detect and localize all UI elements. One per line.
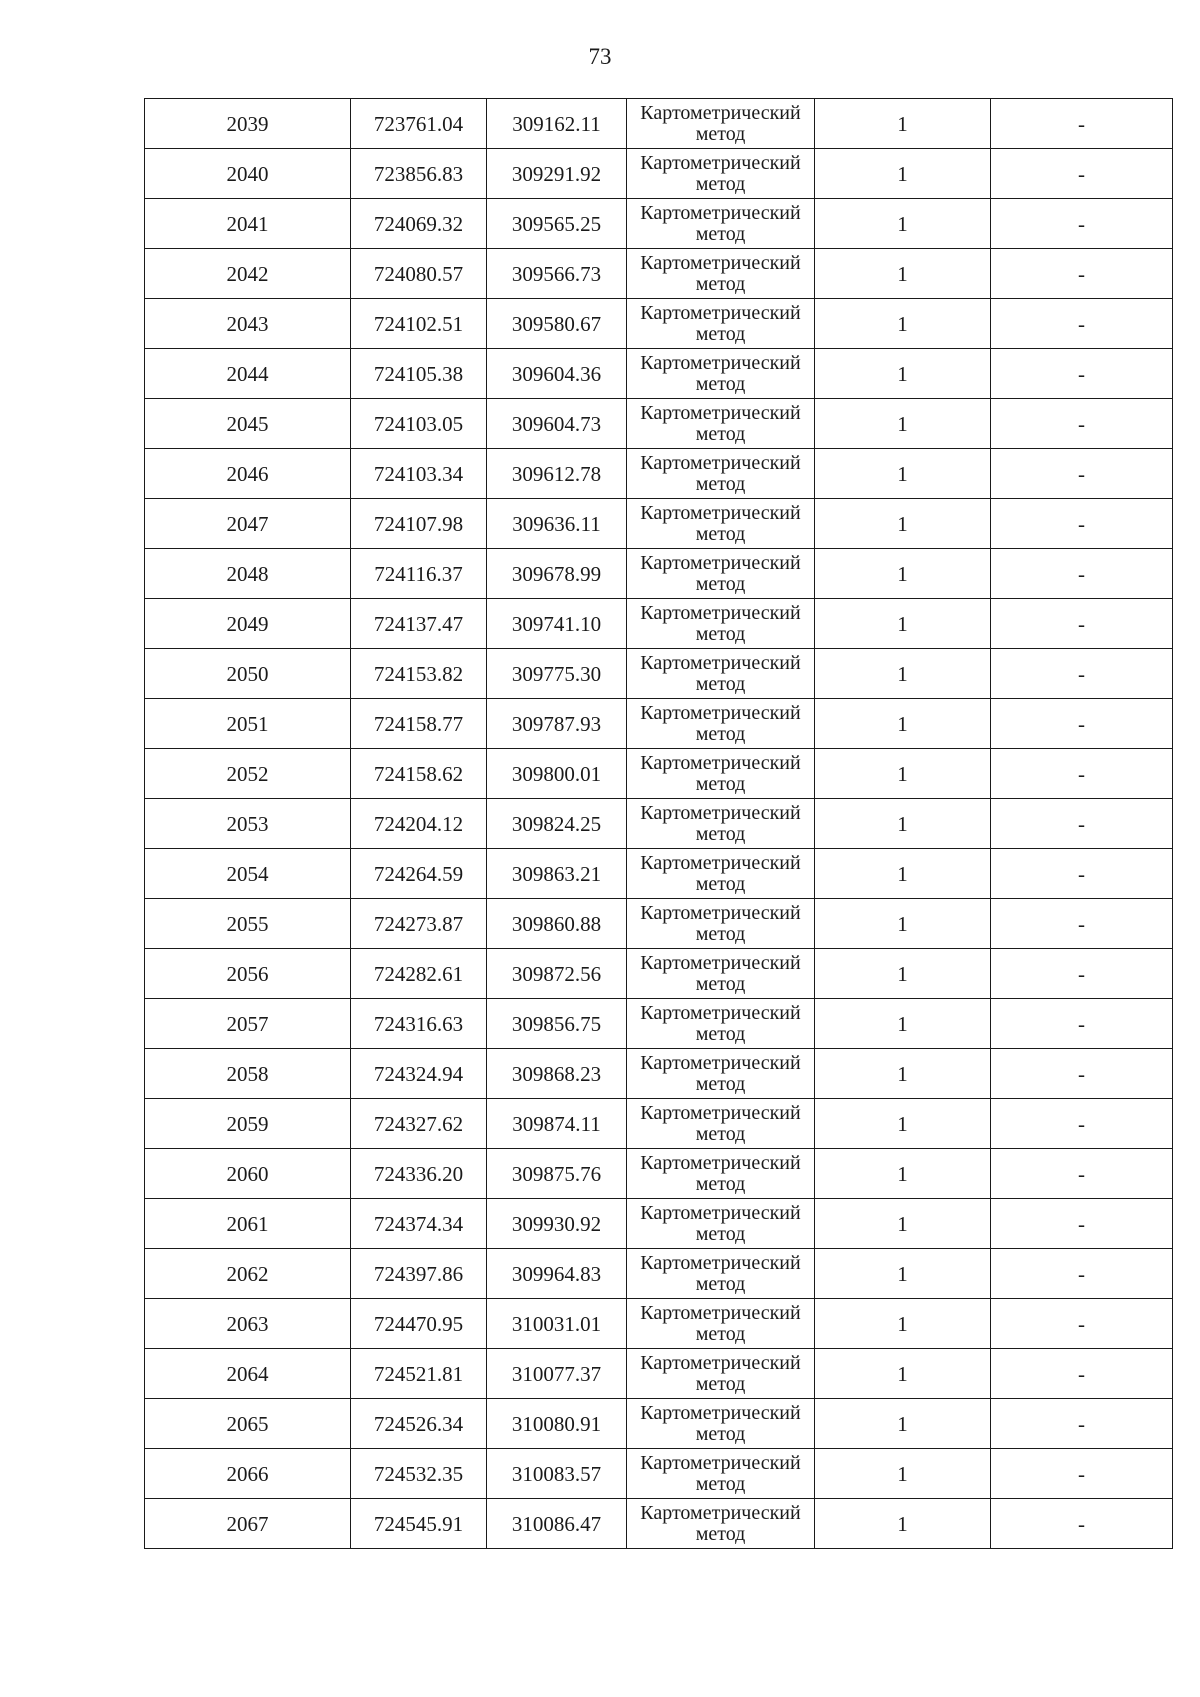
table-row: [145, 599, 1173, 649]
method-cell: [627, 649, 815, 699]
method-cell: [627, 949, 815, 999]
method-cell: [627, 299, 815, 349]
method-line: Картометрический: [640, 902, 801, 924]
method-line: метод: [695, 573, 746, 595]
method-line: Картометрический: [640, 1152, 801, 1174]
x-coordinate-cell: 724158.77: [351, 699, 487, 749]
note-cell: -: [991, 149, 1173, 199]
x-coordinate-cell: 724336.20: [351, 1149, 487, 1199]
method-cell: [627, 599, 815, 649]
point-number-cell: 2066: [145, 1449, 351, 1499]
method-cell: [627, 99, 815, 149]
method-cell: [627, 1249, 815, 1299]
table-row: [145, 999, 1173, 1049]
accuracy-cell: 1: [815, 399, 991, 449]
point-number-cell: 2057: [145, 999, 351, 1049]
table-row: [145, 1399, 1173, 1449]
method-line: метод: [695, 1373, 746, 1395]
accuracy-cell: 1: [815, 649, 991, 699]
accuracy-cell: 1: [815, 699, 991, 749]
method-line: Картометрический: [640, 802, 801, 824]
accuracy-cell: 1: [815, 1449, 991, 1499]
accuracy-cell: 1: [815, 249, 991, 299]
x-coordinate-cell: 724105.38: [351, 349, 487, 399]
accuracy-cell: 1: [815, 149, 991, 199]
method-line: метод: [695, 823, 746, 845]
table-row: [145, 399, 1173, 449]
y-coordinate-cell: 309678.99: [487, 549, 627, 599]
note-cell: -: [991, 1049, 1173, 1099]
method-cell: [627, 1149, 815, 1199]
method-line: Картометрический: [640, 602, 801, 624]
method-cell: [627, 749, 815, 799]
accuracy-cell: 1: [815, 349, 991, 399]
method-line: Картометрический: [640, 552, 801, 574]
method-cell: [627, 1499, 815, 1549]
table-row: [145, 499, 1173, 549]
method-line: метод: [695, 523, 746, 545]
method-line: Картометрический: [640, 752, 801, 774]
x-coordinate-cell: 724545.91: [351, 1499, 487, 1549]
method-line: Картометрический: [640, 702, 801, 724]
note-cell: -: [991, 1349, 1173, 1399]
method-line: Картометрический: [640, 302, 801, 324]
method-line: Картометрический: [640, 1002, 801, 1024]
method-line: Картометрический: [640, 952, 801, 974]
y-coordinate-cell: 309291.92: [487, 149, 627, 199]
note-cell: -: [991, 1449, 1173, 1499]
table-row: [145, 1149, 1173, 1199]
point-number-cell: 2064: [145, 1349, 351, 1399]
point-number-cell: 2049: [145, 599, 351, 649]
x-coordinate-cell: 724374.34: [351, 1199, 487, 1249]
x-coordinate-cell: 724069.32: [351, 199, 487, 249]
method-line: метод: [695, 1523, 746, 1545]
point-number-cell: 2065: [145, 1399, 351, 1449]
y-coordinate-cell: 309856.75: [487, 999, 627, 1049]
accuracy-cell: 1: [815, 1399, 991, 1449]
method-line: метод: [695, 1423, 746, 1445]
method-line: метод: [695, 1223, 746, 1245]
x-coordinate-cell: 724324.94: [351, 1049, 487, 1099]
y-coordinate-cell: 309775.30: [487, 649, 627, 699]
coordinates-table: [144, 98, 1173, 1549]
table-row: [145, 1299, 1173, 1349]
accuracy-cell: 1: [815, 999, 991, 1049]
x-coordinate-cell: 724204.12: [351, 799, 487, 849]
y-coordinate-cell: 309930.92: [487, 1199, 627, 1249]
method-line: метод: [695, 1123, 746, 1145]
method-line: метод: [695, 223, 746, 245]
y-coordinate-cell: 309875.76: [487, 1149, 627, 1199]
method-line: метод: [695, 723, 746, 745]
x-coordinate-cell: 724102.51: [351, 299, 487, 349]
method-line: метод: [695, 473, 746, 495]
method-line: метод: [695, 973, 746, 995]
coordinates-table-body: [145, 99, 1173, 1549]
note-cell: -: [991, 649, 1173, 699]
method-line: Картометрический: [640, 1202, 801, 1224]
accuracy-cell: 1: [815, 1249, 991, 1299]
accuracy-cell: 1: [815, 1499, 991, 1549]
accuracy-cell: 1: [815, 1299, 991, 1349]
method-line: Картометрический: [640, 202, 801, 224]
point-number-cell: 2043: [145, 299, 351, 349]
y-coordinate-cell: 309874.11: [487, 1099, 627, 1149]
method-cell: [627, 1349, 815, 1399]
method-cell: [627, 149, 815, 199]
method-line: метод: [695, 123, 746, 145]
note-cell: -: [991, 1249, 1173, 1299]
method-line: метод: [695, 673, 746, 695]
point-number-cell: 2040: [145, 149, 351, 199]
accuracy-cell: 1: [815, 199, 991, 249]
accuracy-cell: 1: [815, 99, 991, 149]
x-coordinate-cell: 724327.62: [351, 1099, 487, 1149]
method-line: метод: [695, 773, 746, 795]
y-coordinate-cell: 310086.47: [487, 1499, 627, 1549]
table-row: [145, 1049, 1173, 1099]
method-cell: [627, 449, 815, 499]
method-line: метод: [695, 1323, 746, 1345]
method-line: Картометрический: [640, 1352, 801, 1374]
point-number-cell: 2055: [145, 899, 351, 949]
method-line: метод: [695, 373, 746, 395]
method-line: Картометрический: [640, 1502, 801, 1524]
y-coordinate-cell: 309868.23: [487, 1049, 627, 1099]
method-line: Картометрический: [640, 352, 801, 374]
method-line: Картометрический: [640, 1402, 801, 1424]
point-number-cell: 2044: [145, 349, 351, 399]
point-number-cell: 2045: [145, 399, 351, 449]
y-coordinate-cell: 309863.21: [487, 849, 627, 899]
method-line: Картометрический: [640, 652, 801, 674]
x-coordinate-cell: 724532.35: [351, 1449, 487, 1499]
table-row: [145, 1449, 1173, 1499]
y-coordinate-cell: 310031.01: [487, 1299, 627, 1349]
method-cell: [627, 1449, 815, 1499]
point-number-cell: 2060: [145, 1149, 351, 1199]
method-line: Картометрический: [640, 152, 801, 174]
x-coordinate-cell: 723856.83: [351, 149, 487, 199]
note-cell: -: [991, 349, 1173, 399]
y-coordinate-cell: 309800.01: [487, 749, 627, 799]
method-line: метод: [695, 1073, 746, 1095]
point-number-cell: 2054: [145, 849, 351, 899]
note-cell: -: [991, 499, 1173, 549]
table-row: [145, 749, 1173, 799]
y-coordinate-cell: 310080.91: [487, 1399, 627, 1449]
table-row: [145, 1249, 1173, 1299]
y-coordinate-cell: 310077.37: [487, 1349, 627, 1399]
method-line: Картометрический: [640, 1302, 801, 1324]
point-number-cell: 2062: [145, 1249, 351, 1299]
method-cell: [627, 249, 815, 299]
accuracy-cell: 1: [815, 899, 991, 949]
y-coordinate-cell: 310083.57: [487, 1449, 627, 1499]
method-line: Картометрический: [640, 502, 801, 524]
method-cell: [627, 1199, 815, 1249]
x-coordinate-cell: 724080.57: [351, 249, 487, 299]
y-coordinate-cell: 309787.93: [487, 699, 627, 749]
accuracy-cell: 1: [815, 599, 991, 649]
table-row: [145, 249, 1173, 299]
x-coordinate-cell: 724103.34: [351, 449, 487, 499]
note-cell: -: [991, 299, 1173, 349]
table-row: [145, 449, 1173, 499]
y-coordinate-cell: 309565.25: [487, 199, 627, 249]
y-coordinate-cell: 309604.73: [487, 399, 627, 449]
point-number-cell: 2053: [145, 799, 351, 849]
method-cell: [627, 549, 815, 599]
table-row: [145, 1499, 1173, 1549]
accuracy-cell: 1: [815, 1099, 991, 1149]
note-cell: -: [991, 899, 1173, 949]
method-cell: [627, 399, 815, 449]
method-line: Картометрический: [640, 1102, 801, 1124]
accuracy-cell: 1: [815, 749, 991, 799]
note-cell: -: [991, 399, 1173, 449]
accuracy-cell: 1: [815, 1049, 991, 1099]
method-cell: [627, 1049, 815, 1099]
note-cell: -: [991, 1499, 1173, 1549]
accuracy-cell: 1: [815, 1149, 991, 1199]
table-row: [145, 699, 1173, 749]
table-row: [145, 899, 1173, 949]
table-row: [145, 299, 1173, 349]
method-cell: [627, 699, 815, 749]
note-cell: -: [991, 1399, 1173, 1449]
y-coordinate-cell: 309964.83: [487, 1249, 627, 1299]
x-coordinate-cell: 724526.34: [351, 1399, 487, 1449]
note-cell: -: [991, 1099, 1173, 1149]
method-line: метод: [695, 1173, 746, 1195]
y-coordinate-cell: 309824.25: [487, 799, 627, 849]
method-cell: [627, 349, 815, 399]
x-coordinate-cell: 723761.04: [351, 99, 487, 149]
x-coordinate-cell: 724264.59: [351, 849, 487, 899]
x-coordinate-cell: 724116.37: [351, 549, 487, 599]
note-cell: -: [991, 599, 1173, 649]
y-coordinate-cell: 309566.73: [487, 249, 627, 299]
method-line: метод: [695, 923, 746, 945]
method-line: метод: [695, 1473, 746, 1495]
accuracy-cell: 1: [815, 449, 991, 499]
note-cell: -: [991, 699, 1173, 749]
table-row: [145, 149, 1173, 199]
table-row: [145, 849, 1173, 899]
method-cell: [627, 199, 815, 249]
table-row: [145, 1349, 1173, 1399]
table-row: [145, 949, 1173, 999]
table-row: [145, 349, 1173, 399]
accuracy-cell: 1: [815, 849, 991, 899]
note-cell: -: [991, 249, 1173, 299]
y-coordinate-cell: 309860.88: [487, 899, 627, 949]
table-row: [145, 549, 1173, 599]
page-number: 73: [588, 44, 612, 69]
table-row: [145, 1099, 1173, 1149]
point-number-cell: 2047: [145, 499, 351, 549]
x-coordinate-cell: 724470.95: [351, 1299, 487, 1349]
x-coordinate-cell: 724273.87: [351, 899, 487, 949]
note-cell: -: [991, 199, 1173, 249]
note-cell: -: [991, 849, 1173, 899]
accuracy-cell: 1: [815, 549, 991, 599]
y-coordinate-cell: 309604.36: [487, 349, 627, 399]
x-coordinate-cell: 724282.61: [351, 949, 487, 999]
method-cell: [627, 999, 815, 1049]
accuracy-cell: 1: [815, 949, 991, 999]
point-number-cell: 2039: [145, 99, 351, 149]
method-line: Картометрический: [640, 852, 801, 874]
accuracy-cell: 1: [815, 499, 991, 549]
point-number-cell: 2067: [145, 1499, 351, 1549]
method-cell: [627, 1299, 815, 1349]
method-cell: [627, 799, 815, 849]
table-row: [145, 99, 1173, 149]
point-number-cell: 2061: [145, 1199, 351, 1249]
x-coordinate-cell: 724107.98: [351, 499, 487, 549]
point-number-cell: 2041: [145, 199, 351, 249]
note-cell: -: [991, 749, 1173, 799]
note-cell: -: [991, 999, 1173, 1049]
table-row: [145, 199, 1173, 249]
note-cell: -: [991, 1299, 1173, 1349]
note-cell: -: [991, 549, 1173, 599]
y-coordinate-cell: 309872.56: [487, 949, 627, 999]
method-cell: [627, 899, 815, 949]
y-coordinate-cell: 309741.10: [487, 599, 627, 649]
point-number-cell: 2051: [145, 699, 351, 749]
note-cell: -: [991, 449, 1173, 499]
method-cell: [627, 499, 815, 549]
point-number-cell: 2058: [145, 1049, 351, 1099]
method-line: метод: [695, 423, 746, 445]
y-coordinate-cell: 309636.11: [487, 499, 627, 549]
note-cell: -: [991, 799, 1173, 849]
method-line: метод: [695, 273, 746, 295]
method-cell: [627, 1099, 815, 1149]
note-cell: -: [991, 1199, 1173, 1249]
y-coordinate-cell: 309162.11: [487, 99, 627, 149]
method-line: Картометрический: [640, 1452, 801, 1474]
point-number-cell: 2046: [145, 449, 351, 499]
accuracy-cell: 1: [815, 799, 991, 849]
x-coordinate-cell: 724397.86: [351, 1249, 487, 1299]
method-line: метод: [695, 1273, 746, 1295]
table-row: [145, 1199, 1173, 1249]
method-line: Картометрический: [640, 102, 801, 124]
method-line: метод: [695, 623, 746, 645]
method-line: метод: [695, 173, 746, 195]
method-cell: [627, 849, 815, 899]
note-cell: -: [991, 1149, 1173, 1199]
point-number-cell: 2050: [145, 649, 351, 699]
x-coordinate-cell: 724316.63: [351, 999, 487, 1049]
method-line: Картометрический: [640, 452, 801, 474]
x-coordinate-cell: 724158.62: [351, 749, 487, 799]
note-cell: -: [991, 949, 1173, 999]
accuracy-cell: 1: [815, 1199, 991, 1249]
accuracy-cell: 1: [815, 299, 991, 349]
table-row: [145, 799, 1173, 849]
x-coordinate-cell: 724153.82: [351, 649, 487, 699]
point-number-cell: 2048: [145, 549, 351, 599]
point-number-cell: 2052: [145, 749, 351, 799]
method-cell: [627, 1399, 815, 1449]
method-line: метод: [695, 323, 746, 345]
method-line: Картометрический: [640, 252, 801, 274]
y-coordinate-cell: 309580.67: [487, 299, 627, 349]
point-number-cell: 2059: [145, 1099, 351, 1149]
note-cell: -: [991, 99, 1173, 149]
x-coordinate-cell: 724137.47: [351, 599, 487, 649]
x-coordinate-cell: 724103.05: [351, 399, 487, 449]
method-line: Картометрический: [640, 402, 801, 424]
table-row: [145, 649, 1173, 699]
method-line: метод: [695, 1023, 746, 1045]
accuracy-cell: 1: [815, 1349, 991, 1399]
y-coordinate-cell: 309612.78: [487, 449, 627, 499]
x-coordinate-cell: 724521.81: [351, 1349, 487, 1399]
method-line: Картометрический: [640, 1252, 801, 1274]
point-number-cell: 2042: [145, 249, 351, 299]
point-number-cell: 2056: [145, 949, 351, 999]
method-line: метод: [695, 873, 746, 895]
method-line: Картометрический: [640, 1052, 801, 1074]
point-number-cell: 2063: [145, 1299, 351, 1349]
